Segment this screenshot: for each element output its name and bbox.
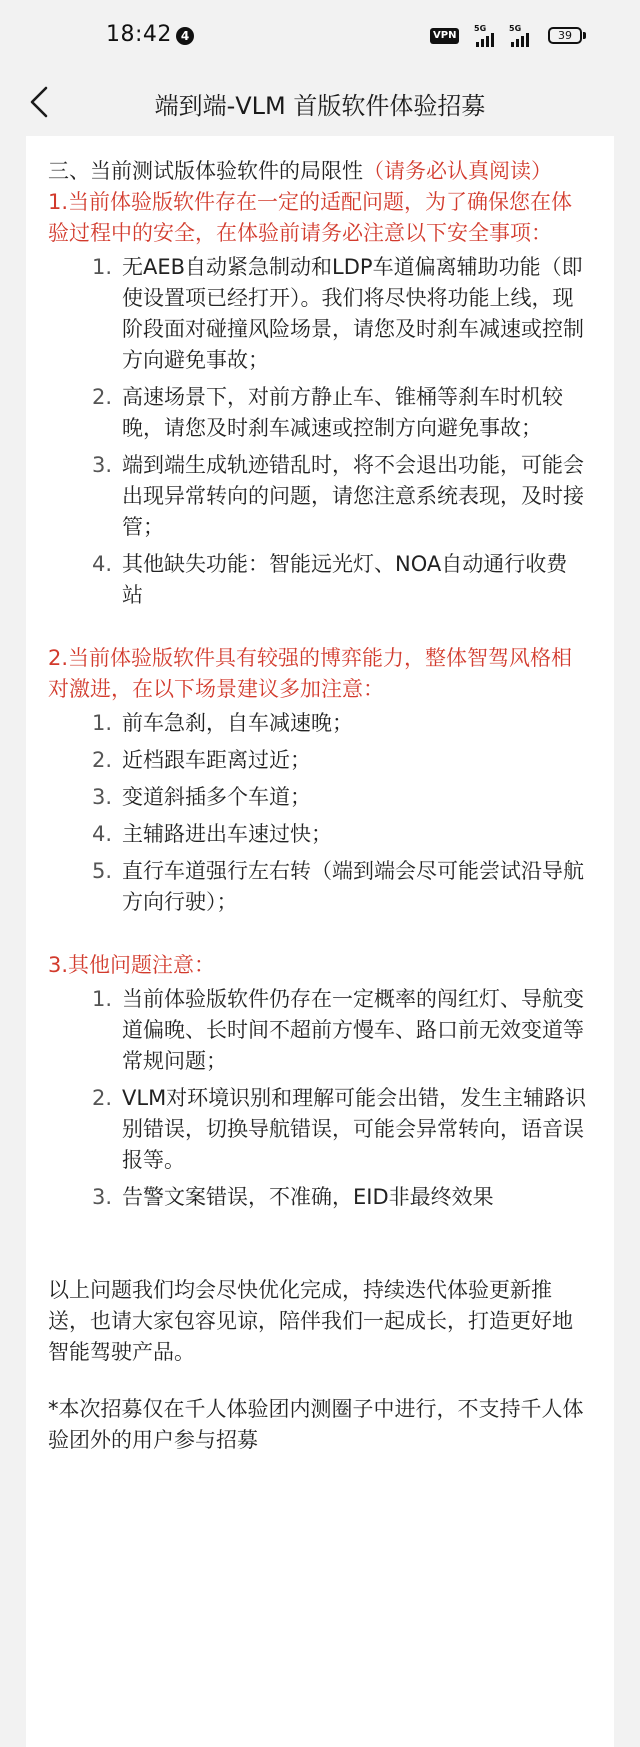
notification-badge: 4 (176, 27, 194, 45)
item-number: 1. (92, 255, 113, 279)
list-item (92, 382, 588, 444)
list-item (92, 819, 588, 850)
closing-paragraph: 以上问题我们均会尽快优化完成，持续迭代体验更新推送，也请大家包容见谅，陪伴我们一起成长，打造更好地智能驾驶产品。 (48, 1278, 573, 1364)
item-text: 主辅路进出车速过快； (122, 822, 332, 846)
network-type-label: 5G (474, 24, 487, 33)
item-number: 3. (92, 453, 113, 477)
item-number: 2. (92, 748, 113, 772)
page-title: 端到端-VLM 首版软件体验招募 (154, 92, 486, 120)
list-item (92, 549, 588, 611)
list-item (92, 450, 588, 543)
cellular-signal-icon-2 (509, 25, 535, 47)
article-card (26, 136, 614, 1747)
item-number: 4. (92, 822, 113, 846)
group-heading-3: 3.其他问题注意： (48, 953, 216, 977)
section-title-note: （请务必认真阅读） (363, 159, 552, 183)
vpn-icon: VPN (430, 28, 459, 44)
cellular-signal-icon (474, 25, 500, 47)
list-item (92, 1182, 588, 1213)
item-number: 2. (92, 1086, 113, 1110)
list-item (92, 984, 588, 1077)
back-button[interactable] (22, 82, 62, 122)
item-text: 端到端生成轨迹错乱时，将不会退出功能，可能会出现异常转向的问题，请您注意系统表现，及时接管； (122, 453, 584, 539)
list-item (92, 782, 588, 813)
group-list-3 (48, 984, 588, 1213)
section-title-prefix: 三、当前测试版体验软件的局限性 (48, 159, 363, 183)
article-body (48, 156, 588, 1456)
item-text: 直行车道强行左右转（端到端会尽可能尝试沿导航方向行驶）； (122, 859, 584, 914)
item-text: 变道斜插多个车道； (122, 785, 311, 809)
item-text: 高速场景下，对前方静止车、锥桶等刹车时机较晚，请您及时刹车减速或控制方向避免事故； (122, 385, 563, 440)
group-list-2 (48, 708, 588, 918)
battery-icon (548, 27, 582, 44)
item-text: 当前体验版软件仍存在一定概率的闯红灯、导航变道偏晚、长时间不超前方慢车、路口前无效变道等常规问题； (122, 987, 584, 1073)
status-time: 18:42 (106, 22, 172, 47)
battery-level: 39 (558, 29, 572, 42)
list-item (92, 856, 588, 918)
network-type-label-2: 5G (509, 24, 522, 33)
nav-bar (0, 70, 640, 136)
item-number: 3. (92, 1185, 113, 1209)
list-item (92, 745, 588, 776)
group-list-1 (48, 252, 588, 611)
item-number: 1. (92, 987, 113, 1011)
item-text: 无AEB自动紧急制动和LDP车道偏离辅助功能（即使设置项已经打开）。我们将尽快将功能上线，现阶段面对碰撞风险场景，请您及时刹车减速或控制方向避免事故； (122, 255, 584, 372)
item-number: 4. (92, 552, 113, 576)
footnote: *本次招募仅在千人体验团内测圈子中进行，不支持千人体验团外的用户参与招募 (48, 1397, 584, 1452)
item-text: VLM对环境识别和理解可能会出错，发生主辅路识别错误，切换导航错误，可能会异常转向，语音误报等。 (122, 1086, 587, 1172)
list-item (92, 708, 588, 739)
status-bar (0, 0, 640, 70)
item-text: 其他缺失功能：智能远光灯、NOA自动通行收费站 (122, 552, 568, 607)
group-heading-1: 1.当前体验版软件存在一定的适配问题，为了确保您在体验过程中的安全，在体验前请务必注意以下安全事项： (48, 190, 573, 245)
group-heading-2: 2.当前体验版软件具有较强的博弈能力，整体智驾风格相对激进，在以下场景建议多加注意： (48, 646, 573, 701)
item-number: 5. (92, 859, 113, 883)
section-title (48, 156, 588, 187)
chevron-left-icon (22, 82, 62, 122)
item-text: 近档跟车距离过近； (122, 748, 311, 772)
list-item (92, 1083, 588, 1176)
item-number: 1. (92, 711, 113, 735)
list-item (92, 252, 588, 376)
item-number: 3. (92, 785, 113, 809)
item-text: 告警文案错误，不准确，EID非最终效果 (122, 1185, 494, 1209)
item-text: 前车急刹，自车减速晚； (122, 711, 353, 735)
item-number: 2. (92, 385, 113, 409)
